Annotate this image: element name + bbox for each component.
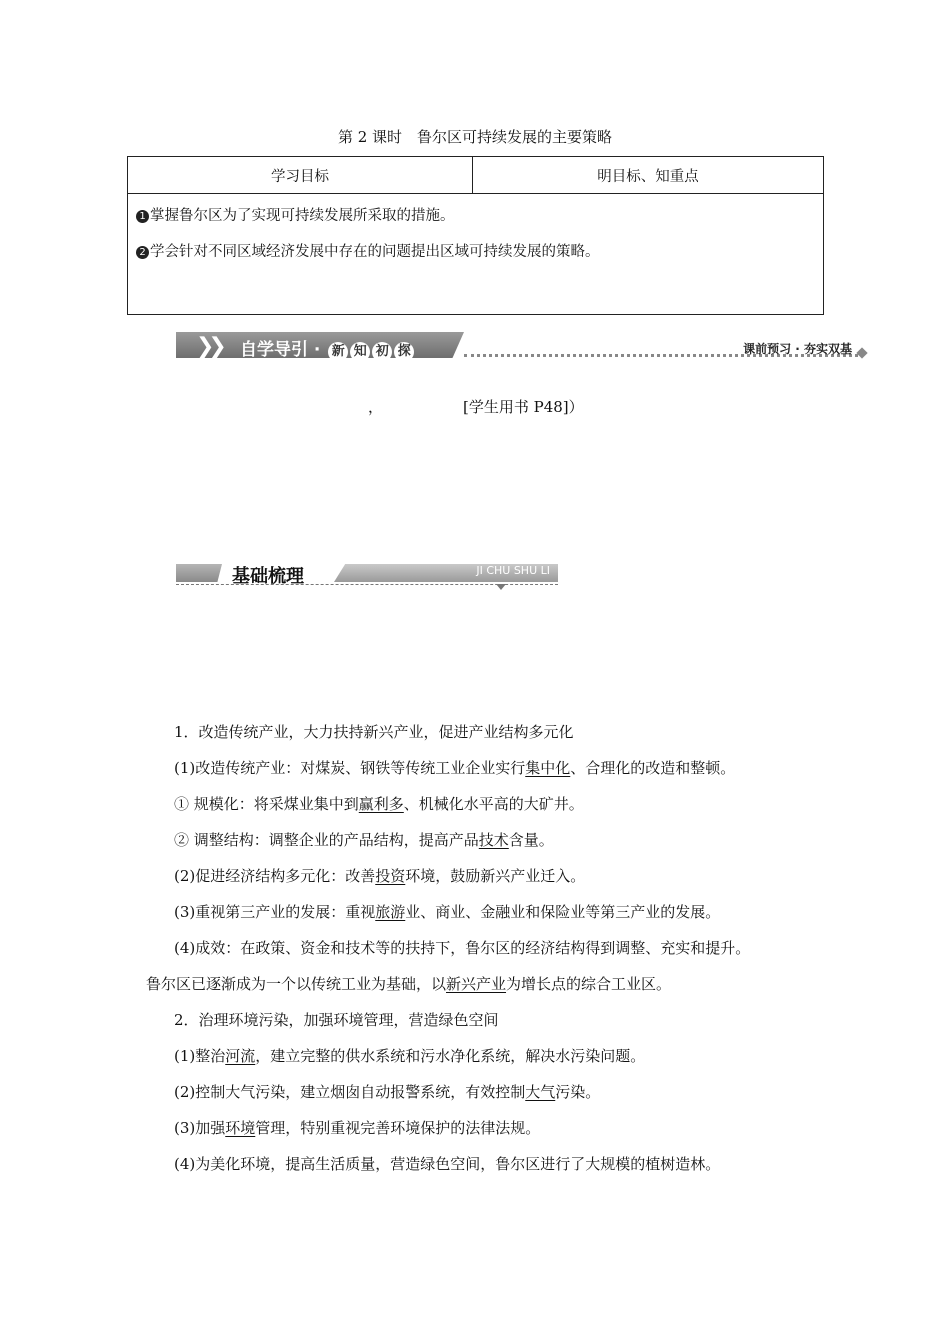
text-segment: (2)促进经济结构多元化：改善 (174, 867, 376, 885)
answer-underlined: 投资 (375, 867, 406, 885)
text-segment: ，建立完整的供水系统和污水净化系统，解决水污染问题。 (255, 1047, 646, 1065)
sub-banner (176, 562, 558, 590)
sub-banner-left-bar (176, 564, 222, 582)
text-segment: 业、商业、金融业和保险业等第三产业的发展。 (405, 903, 721, 921)
reference-comma: ， (368, 398, 384, 416)
content-line (146, 756, 846, 792)
goal-text: 学会针对不同区域经济发展中存在的问题提出区域可持续发展的策略。 (150, 244, 600, 260)
content-line (146, 792, 846, 828)
goal-item (136, 240, 815, 264)
content-line (146, 1116, 846, 1152)
goals-header-right: 明目标、知重点 (473, 157, 824, 194)
banner-circled-char: 初 (372, 342, 392, 362)
diamond-icon (856, 347, 867, 358)
answer-underlined: 环境 (225, 1119, 256, 1137)
content-line (146, 1080, 846, 1116)
double-chevron-icon: ❯❯ (196, 334, 221, 359)
goal-item (136, 204, 815, 228)
content-line (146, 972, 846, 1008)
banner-circled-char: 探 (394, 342, 414, 362)
content-line (146, 864, 846, 900)
text-segment: (3)加强 (174, 1119, 226, 1137)
answer-underlined: 河流 (225, 1047, 256, 1065)
answer-underlined: 技术 (478, 831, 509, 849)
sub-banner-label: 基础梳理 (232, 566, 304, 587)
banner-label (240, 335, 414, 362)
text-segment: 环境，鼓励新兴产业迁入。 (405, 867, 586, 885)
text-segment: 含量。 (508, 831, 554, 849)
answer-underlined: 集中化 (525, 759, 571, 777)
goals-header-row (128, 157, 824, 194)
banner-circled-char: 知 (350, 342, 370, 362)
content-line (146, 828, 846, 864)
section-banner (176, 330, 868, 360)
text-segment: 污染。 (555, 1083, 601, 1101)
text-segment: ① 规模化：将采煤业集中到 (174, 795, 359, 813)
content-line: 2．治理环境污染，加强环境管理，营造绿色空间 (174, 1011, 499, 1029)
content-line (146, 1044, 846, 1080)
banner-right-caption: 课前预习 · 夯实双基 (743, 342, 852, 356)
answer-underlined: 赢利多 (358, 795, 404, 813)
answer-underlined: 旅游 (375, 903, 406, 921)
text-segment: 、合理化的改造和整顿。 (570, 759, 736, 777)
goal-text: 掌握鲁尔区为了实现可持续发展所采取的措施。 (150, 208, 455, 224)
answer-underlined: 新兴产业 (446, 975, 507, 993)
goals-body-row (128, 194, 824, 315)
content-line: (4)成效：在政策、资金和技术等的扶持下，鲁尔区的经济结构得到调整、充实和提升。 (174, 939, 751, 957)
goal-number-badge: 1 (136, 210, 149, 223)
text-segment: (1)改造传统产业：对煤炭、钢铁等传统工业企业实行 (174, 759, 526, 777)
text-segment: 为增长点的综合工业区。 (506, 975, 672, 993)
banner-dot: · (313, 340, 321, 360)
page-title: 第 2 课时 鲁尔区可持续发展的主要策略 (337, 128, 613, 146)
banner-circled-char: 新 (328, 342, 348, 362)
triangle-down-icon (496, 584, 506, 590)
answer-underlined: 大气 (525, 1083, 556, 1101)
text-segment: 、机械化水平高的大矿井。 (403, 795, 584, 813)
reference-book-page: [学生用书 P48]） (463, 398, 584, 416)
text-segment: ② 调整结构：调整企业的产品结构，提高产品 (174, 831, 479, 849)
content-line: (4)为美化环境，提高生活质量，营造绿色空间，鲁尔区进行了大规模的植树造林。 (174, 1155, 721, 1173)
text-segment: (3)重视第三产业的发展：重视 (174, 903, 376, 921)
text-segment: (2)控制大气污染，建立烟囱自动报警系统，有效控制 (174, 1083, 526, 1101)
goals-body-cell (128, 194, 824, 315)
goals-header-left: 学习目标 (128, 157, 473, 194)
content-line: 1．改造传统产业，大力扶持新兴产业，促进产业结构多元化 (174, 723, 574, 741)
text-segment: 鲁尔区已逐渐成为一个以传统工业为基础，以 (146, 975, 447, 993)
goal-number-badge: 2 (136, 246, 149, 259)
banner-label-text: 自学导引 (240, 340, 308, 360)
text-segment: (1)整治 (174, 1047, 226, 1065)
sub-banner-pinyin: JI CHU SHU LI (476, 564, 550, 577)
learning-goals-table (127, 156, 824, 315)
text-segment: 管理，特别重视完善环境保护的法律法规。 (255, 1119, 541, 1137)
content-body (146, 720, 846, 1188)
content-line (146, 900, 846, 936)
